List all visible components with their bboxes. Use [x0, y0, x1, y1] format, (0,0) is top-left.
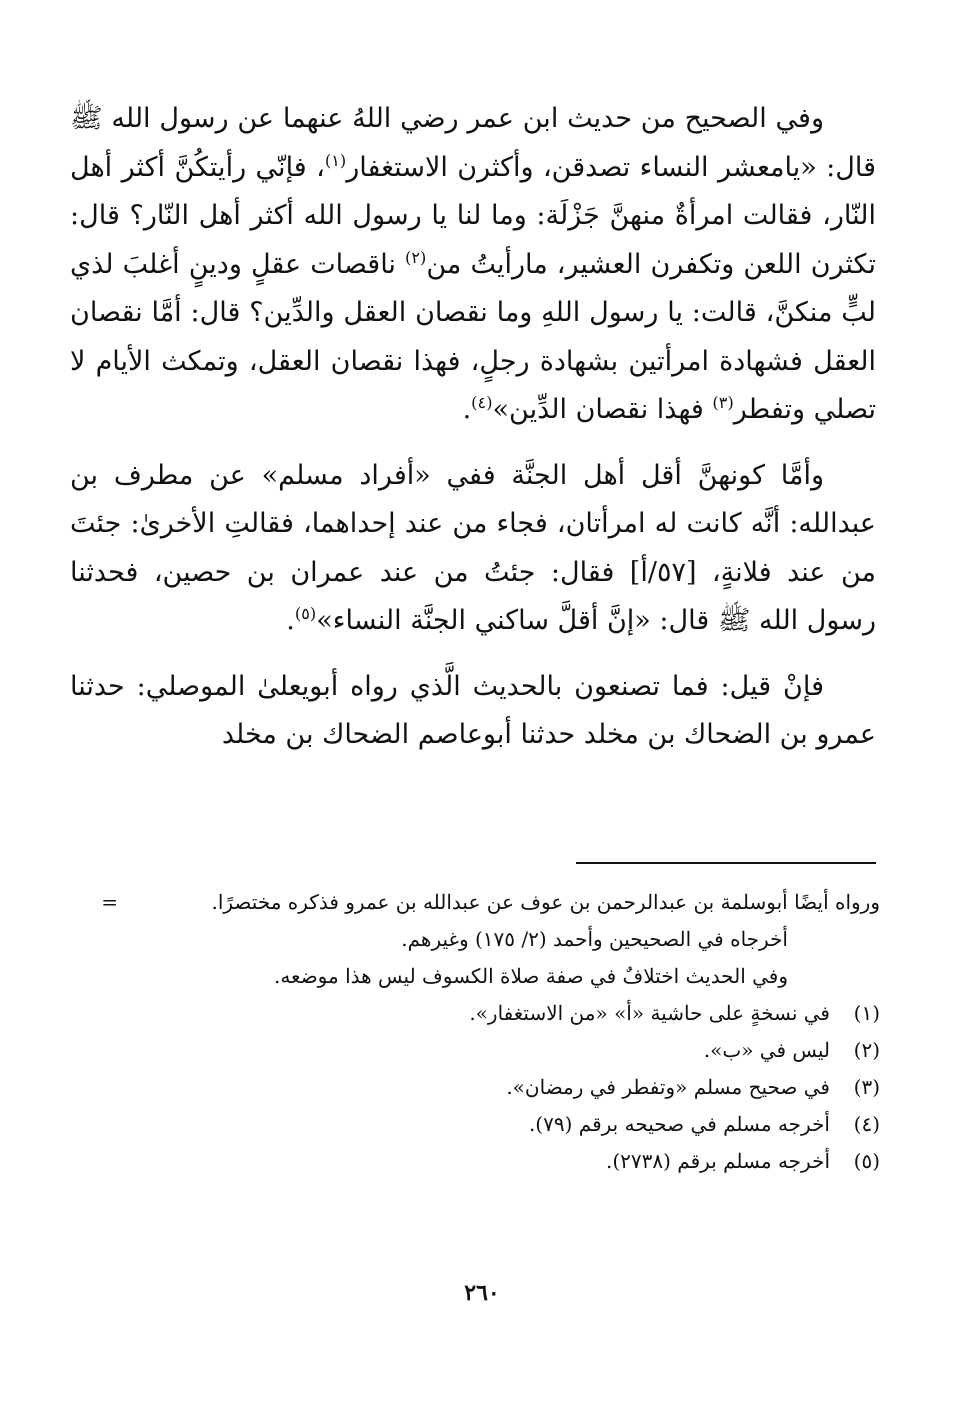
text-segment: فإنْ قيل: فما تصنعون بالحديث الَّذي رواه أبويعلىٰ الموصلي: حدثنا عمرو بن الضحاك بن مخلد حدثنا أبوعاصم الضحاك بن مخلد: [70, 670, 876, 750]
text-segment: .: [286, 605, 295, 636]
footnote-continuation: [88, 884, 880, 921]
footnote-ref-4[interactable]: (٤): [471, 393, 493, 412]
continuation-mark: =: [101, 890, 118, 914]
paragraph-hadith-ibn-umar: [70, 95, 876, 435]
footnote-ref-3[interactable]: (٣): [712, 393, 734, 412]
footnote-continuation-line: وفي الحديث اختلافٌ في صفة صلاة الكسوف ليس هذا موضعه.: [273, 964, 788, 988]
footnote-ref-5[interactable]: (٥): [294, 604, 317, 623]
text-segment: ناقصات عقلٍ ودينٍ أغلبَ لذي لبٍّ منكنَّ، قالت: يا رسول اللهِ وما نقصان العقل والدِّين؟ قال: أمَّا نقصان العقل فشهادة امرأتين بشهادة رجلٍ، فهذا نقصان العقل، وتمكث الأيام لا تصلي وتفطر: [70, 248, 876, 425]
main-text: [70, 95, 876, 760]
footnote-item-4: [88, 1106, 880, 1143]
footnote-text: في نسخةٍ على حاشية «أ» «من الاستغفار».: [469, 1001, 830, 1025]
text-segment: .: [462, 394, 472, 425]
footnote-number: (٣): [853, 1075, 880, 1099]
footnote-ref-2[interactable]: (٢): [405, 247, 427, 267]
text-segment: فهذا نقصان الدِّين»: [492, 394, 713, 425]
footnote-item-1: [88, 995, 880, 1032]
footnote-text: ليس في «ب».: [703, 1038, 830, 1062]
footnote-number: (١): [853, 1001, 880, 1025]
paragraph-objection: [70, 663, 876, 760]
footnote-item-5: [88, 1143, 880, 1180]
text-segment: ، فإنّي رأيتكُنَّ أكثر أهل النّار، فقالت امرأةٌ منهنَّ جَزْلَة: وما لنا يا رسول الله أكثر أهل النّار؟ قال: تكثرن اللعن وتكفرن العشير، مارأيتُ من: [70, 151, 876, 280]
page-number: ٢٦٠: [464, 1280, 500, 1306]
footnote-item-2: [88, 1032, 880, 1069]
footnote-text: أخرجه مسلم في صحيحه برقم (٧٩).: [528, 1112, 830, 1136]
footnote-number: (٥): [853, 1149, 880, 1173]
footnote-continuation-line: أخرجاه في الصحيحين وأحمد (٢/ ١٧٥) وغيرهم.: [401, 927, 788, 951]
footnote-number: (٢): [853, 1038, 880, 1062]
footnote-item-3: [88, 1069, 880, 1106]
footnote-ref-1[interactable]: (١): [324, 150, 347, 170]
paragraph-hadith-mutarrif: [70, 452, 876, 646]
footnote-text: في صحيح مسلم «وتفطر في رمضان».: [506, 1075, 830, 1099]
footnote-divider: [576, 862, 876, 864]
footnotes: [88, 884, 880, 1180]
text-segment: وفي الصحيح من حديث ابن عمر رضي اللهُ عنهما عن رسول الله ﷺ قال: «يامعشر النساء تصدقن، وأكثرن الاستغفار: [70, 103, 877, 183]
footnote-number: (٤): [853, 1112, 880, 1136]
footnote-list: [88, 995, 880, 1180]
footnote-text: أخرجه مسلم برقم (٢٧٣٨).: [605, 1149, 830, 1173]
footnote-continuation-text: ورواه أيضًا أبوسلمة بن عبدالرحمن بن عوف عن عبدالله بن عمرو فذكره مختصرًا.: [211, 890, 880, 914]
text-segment: وأمَّا كونهنَّ أقل أهل الجنَّة ففي «أفراد مسلم» عن مطرف بن عبدالله: أنَّه كانت له امرأتان، فجاء من عند إحداهما، فقالتِ الأخرىٰ: جئتَ من عند فلانةٍ، [٥٧/أ] فقال: جئتُ من عند عمران بن حصين، فحدثنا رسول الله ﷺ قال: «إنَّ أقلَّ ساكني الجنَّة النساء»: [70, 459, 876, 636]
